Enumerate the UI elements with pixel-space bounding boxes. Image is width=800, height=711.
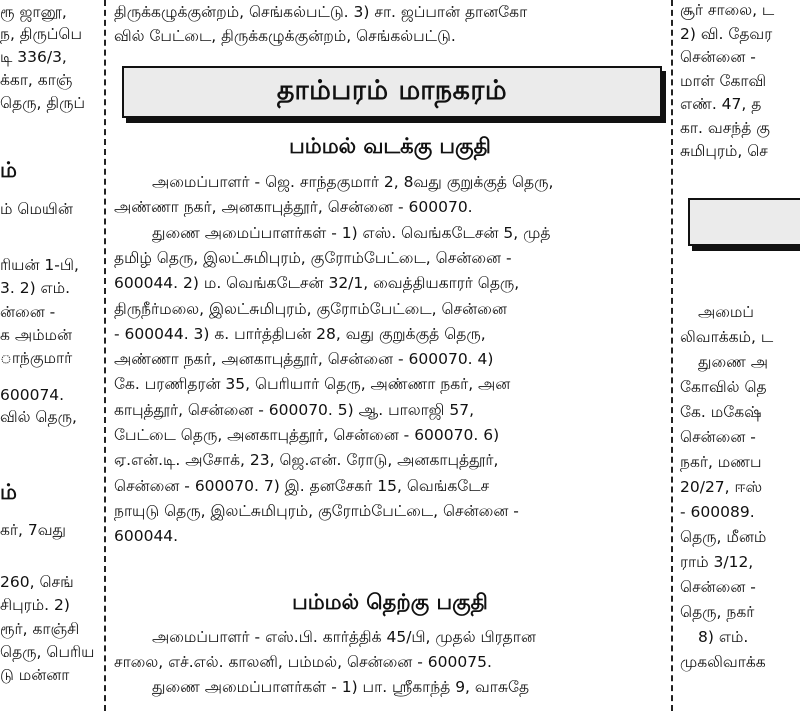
text-line: தெரு, மீனம் — [680, 528, 767, 546]
text-line: அண்ணா நகர், அனகாபுத்தூர், சென்னை - 600070. 4) — [114, 350, 494, 369]
text-line: டி 336/3, — [0, 48, 67, 66]
text-line: சென்னை - — [680, 48, 756, 66]
text-line: அமைப்பாளர் - ஜெ. சாந்தகுமார் 2, 8வது குறுக்குத் தெரு, — [152, 173, 554, 191]
text-line: கே. பரணிதரன் 35, பெரியார் தெரு, அண்ணா நகர், அன — [114, 375, 511, 394]
text-line: - 600044. 3) க. பார்த்திபன் 28, வது குறுக்குத் தெரு, — [114, 324, 486, 343]
text-line: கர், 7வது — [0, 521, 67, 539]
text-line: துணை அமைப்பாளர்கள் - 1) எஸ். வெங்கடேசன் 5, முத் — [152, 223, 551, 242]
text-line: ராம் 3/12, — [680, 553, 754, 571]
text-line: 260, செங் — [0, 573, 74, 591]
text-line: தமிழ் தெரு, இலட்சுமிபுரம், குரோம்பேட்டை, சென்னை - — [114, 248, 512, 267]
text-line: சுமிபுரம், செ — [680, 142, 768, 160]
text-line: கே. மகேஷ் — [680, 403, 762, 421]
text-line: திருக்கழுக்குன்றம், செங்கல்பட்டு. 3) சா. ஜப்பான் தானகோ — [114, 3, 528, 21]
text-line: க்கா, காஞ் — [0, 71, 73, 89]
text-line: திருநீர்மலை, இலட்சுமிபுரம், குரோம்பேட்டை, சென்னை — [114, 299, 507, 318]
text-line: ாந்குமார் — [0, 349, 73, 367]
text-line: வில் பேட்டை, திருக்கழுக்குன்றம், செங்கல்பட்டு. — [114, 27, 456, 45]
text-line: ந, திருப்பெ — [0, 25, 82, 43]
text-line: அமைப்பாளர் - எஸ்.பி. கார்த்திக் 45/பி, முதல் பிரதான — [152, 628, 536, 646]
text-line: - 600089. — [680, 503, 755, 521]
text-line: ரூர், காஞ்சி — [0, 620, 80, 638]
text-line: சென்னை - — [680, 428, 756, 446]
section-heading: ம் — [0, 480, 17, 504]
text-line: வில் தெரு, — [0, 408, 77, 426]
text-line: சாலை, எச்.எல். காலனி, பம்மல், சென்னை - 600075. — [114, 653, 492, 671]
text-line: மாள் கோவி — [680, 71, 767, 90]
text-line: சென்னை - 600070. 7) இ. தனசேகர் 15, வெங்கடேச — [114, 476, 490, 495]
text-line: நகர், மணப — [680, 453, 762, 471]
text-line: க அம்மன் — [0, 326, 73, 344]
text-line: 600074. — [0, 386, 65, 404]
text-line: பேட்டை தெரு, அனகாபுத்தூர், சென்னை - 600070. 6) — [114, 426, 500, 444]
text-line: சிபுரம். 2) — [0, 596, 70, 614]
text-line: ரூ ஜானூ, — [0, 3, 67, 21]
text-line: தெரு, பெரிய — [0, 643, 95, 661]
text-line: சென்னை - — [680, 578, 756, 596]
section-title: பம்மல் தெற்கு பகுதி — [292, 590, 488, 614]
text-line: 600044. — [114, 527, 179, 546]
text-line: 20/27, ஈஸ் — [680, 478, 763, 496]
text-line: ரியன் 1-பி, — [0, 256, 79, 274]
text-line: முகலிவாக்க — [680, 653, 766, 671]
section-banner — [122, 66, 662, 118]
left-column — [0, 0, 100, 711]
text-line: லிவாக்கம், ட — [680, 328, 774, 346]
right-column — [680, 0, 800, 711]
text-line: எண். 47, த — [680, 95, 762, 113]
text-line: அமைப் — [698, 303, 754, 321]
text-line: 3. 2) எம். — [0, 279, 71, 297]
text-line: கோவில் தெ — [680, 378, 767, 396]
section-banner-right — [688, 198, 800, 246]
text-line: தெரு, நகர் — [680, 603, 755, 621]
text-line: துணை அமைப்பாளர்கள் - 1) பா. ஸ்ரீகாந்த் 9, வாசுதே — [152, 678, 530, 696]
column-divider-right — [671, 0, 673, 711]
column-divider-left — [104, 0, 106, 711]
section-title: பம்மல் வடக்கு பகுதி — [289, 134, 491, 158]
text-line: தெரு, திருப் — [0, 94, 85, 112]
section-heading: ம் — [0, 158, 17, 182]
text-line: ன்னை - — [0, 303, 56, 321]
text-line: அண்ணா நகர், அனகாபுத்தூர், சென்னை - 600070. — [114, 198, 473, 217]
text-line: டு மன்னா — [0, 666, 70, 684]
text-line: துணை அ — [698, 353, 768, 371]
text-line: நாயுடு தெரு, இலட்சுமிபுரம், குரோம்பேட்டை, சென்னை - — [114, 501, 519, 520]
text-line: ஏ.என்.டி. அசோக், 23, ஜெ.என். ரோடு, அனகாபுத்தூர், — [114, 451, 499, 470]
text-line: சூர் சாலை, ட — [680, 1, 775, 19]
middle-column — [114, 0, 666, 711]
text-line: 2) வி. தேவர — [680, 24, 773, 43]
text-line: காபுத்தூர், சென்னை - 600070. 5) ஆ. பாலாஜி 57, — [114, 400, 474, 419]
text-line: ம் மெயின் — [0, 200, 73, 218]
text-line: 600044. 2) ம. வெங்கடேசன் 32/1, வைத்தியகாரர் தெரு, — [114, 274, 520, 293]
text-line: கா. வசந்த் கு — [680, 118, 770, 137]
text-line: 8) எம். — [698, 628, 749, 646]
banner-title: தாம்பரம் மாநகரம் — [276, 74, 508, 106]
